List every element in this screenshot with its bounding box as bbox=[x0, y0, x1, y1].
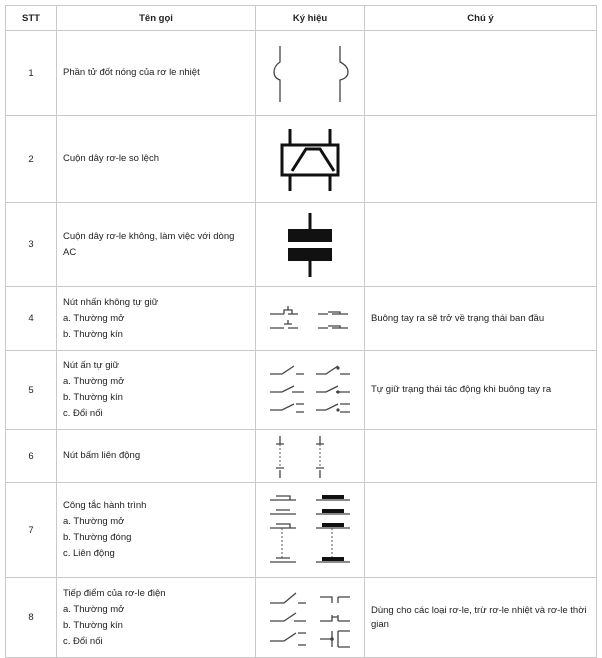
table-row bbox=[6, 116, 597, 203]
row-title: Tiếp điểm của rơ-le điện bbox=[63, 587, 166, 599]
row-item: a. Thường mở bbox=[63, 603, 125, 615]
row-item: b. Thường kín bbox=[63, 328, 123, 340]
table-row bbox=[6, 31, 597, 116]
table-row bbox=[6, 203, 597, 287]
header-symbol: Ký hiệu bbox=[256, 6, 365, 31]
differential-relay-coil-symbol-icon bbox=[256, 116, 365, 203]
row-title: Công tắc hành trình bbox=[63, 500, 147, 511]
row-title: Cuộn dây rơ-le so lệch bbox=[63, 153, 159, 164]
row-name bbox=[57, 483, 256, 578]
row-item: a. Thường mở bbox=[63, 376, 125, 387]
thermal-relay-heater-symbol-icon bbox=[256, 31, 365, 116]
row-name bbox=[57, 430, 256, 483]
row-title: Nút ấn tự giữ bbox=[63, 360, 120, 371]
row-note bbox=[365, 203, 597, 287]
row-name bbox=[57, 116, 256, 203]
row-name bbox=[57, 31, 256, 116]
row-name bbox=[57, 351, 256, 430]
row-stt: 3 bbox=[6, 203, 57, 287]
row-stt: 5 bbox=[6, 351, 57, 430]
row-item: b. Thường kín bbox=[63, 392, 123, 403]
row-title: Nút bấm liên động bbox=[63, 450, 141, 461]
relay-contact-symbol-icon bbox=[256, 578, 365, 658]
row-note bbox=[365, 483, 597, 578]
push-button-symbol-icon bbox=[256, 287, 365, 351]
row-item: a. Thường mở bbox=[63, 312, 125, 324]
row-name bbox=[57, 287, 256, 351]
row-note bbox=[365, 116, 597, 203]
row-item: a. Thường mở bbox=[63, 516, 125, 527]
row-note: Dùng cho các loại rơ-le, trừ rơ-le nhiệt và rơ-le thời gian bbox=[365, 578, 597, 658]
row-item: c. Đổi nối bbox=[63, 635, 103, 647]
row-stt: 7 bbox=[6, 483, 57, 578]
row-note bbox=[365, 31, 597, 116]
row-note bbox=[365, 430, 597, 483]
table-row bbox=[6, 287, 597, 351]
header-note: Chú ý bbox=[365, 6, 597, 31]
row-note: Buông tay ra sẽ trở về trạng thái ban đầu bbox=[365, 287, 597, 351]
table-row bbox=[6, 351, 597, 430]
row-stt: 4 bbox=[6, 287, 57, 351]
table-row bbox=[6, 430, 597, 483]
header-name: Tên gọi bbox=[57, 6, 256, 31]
ac-relay-coil-symbol-icon bbox=[256, 203, 365, 287]
table-row bbox=[6, 483, 597, 578]
row-note: Tự giữ trạng thái tác động khi buông tay ra bbox=[365, 351, 597, 430]
row-name bbox=[57, 203, 256, 287]
table-row bbox=[6, 578, 597, 658]
row-name bbox=[57, 578, 256, 658]
row-item: c. Liên động bbox=[63, 548, 115, 559]
row-stt: 1 bbox=[6, 31, 57, 116]
row-stt: 8 bbox=[6, 578, 57, 658]
row-title: Phần tử đốt nóng của rơ le nhiệt bbox=[63, 67, 200, 78]
table-header-row bbox=[6, 6, 597, 31]
limit-switch-symbol-icon bbox=[256, 483, 365, 578]
row-item: b. Thường đóng bbox=[63, 532, 132, 543]
row-title: Cuộn dây rơ-le không, làm việc với dòng AC bbox=[63, 230, 235, 258]
header-stt: STT bbox=[6, 6, 57, 31]
symbol-table bbox=[5, 5, 597, 658]
row-stt: 2 bbox=[6, 116, 57, 203]
row-item: c. Đổi nối bbox=[63, 408, 103, 419]
row-stt: 6 bbox=[6, 430, 57, 483]
row-title: Nút nhấn không tự giữ bbox=[63, 296, 159, 308]
latching-button-symbol-icon bbox=[256, 351, 365, 430]
row-item: b. Thường kín bbox=[63, 619, 123, 631]
interlock-button-symbol-icon bbox=[256, 430, 365, 483]
